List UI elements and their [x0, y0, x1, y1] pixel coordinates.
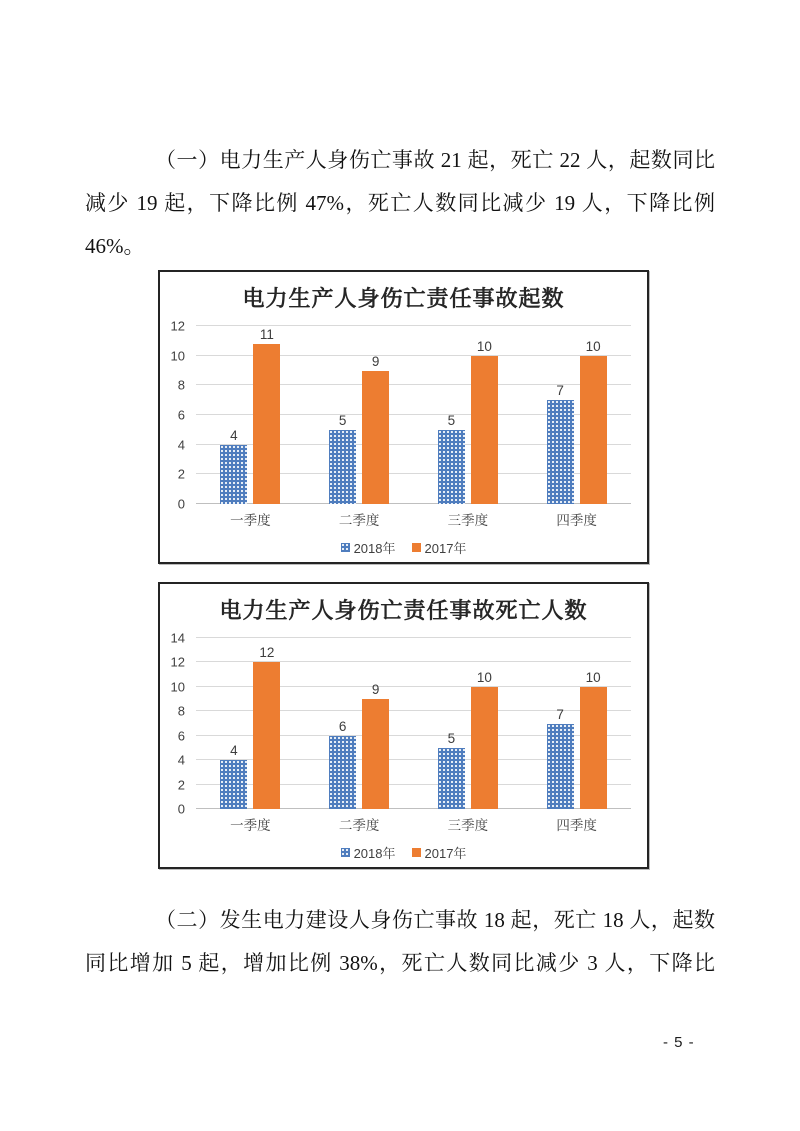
- bar-column: [220, 326, 247, 504]
- data-label: 5: [447, 412, 456, 428]
- bar-2018年-一季度: [220, 760, 247, 809]
- y-tick-label: 6: [177, 407, 185, 423]
- page-number: - 5 -: [663, 1034, 695, 1051]
- bar-column: [438, 326, 465, 504]
- legend-label: 2017年: [424, 540, 467, 556]
- x-category-label: 一季度: [230, 513, 271, 528]
- x-category-label: 四季度: [556, 513, 597, 528]
- bar-2018年-四季度: [547, 400, 574, 504]
- bar-column: [471, 326, 498, 504]
- legend-swatch-2018: [341, 848, 350, 857]
- bar-column: [329, 326, 356, 504]
- y-tick-label: 8: [177, 377, 185, 393]
- bar-column: [580, 638, 607, 809]
- bar-column: [547, 326, 574, 504]
- y-tick-label: 10: [170, 679, 185, 695]
- legend-item: [412, 538, 467, 557]
- data-label: 10: [585, 338, 601, 354]
- legend-item: [341, 538, 396, 557]
- y-axis: [160, 630, 192, 817]
- bar-2017年-二季度: [362, 699, 389, 809]
- bar-group: [196, 326, 305, 504]
- data-label: 5: [447, 730, 456, 746]
- bar-2017年-三季度: [471, 356, 498, 504]
- legend-label: 2018年: [353, 540, 396, 556]
- bar-column: [253, 326, 280, 504]
- bar-2018年-一季度: [220, 445, 247, 504]
- y-tick-label: 4: [177, 437, 185, 453]
- body-paragraph-2: [85, 899, 715, 985]
- x-category-label: 一季度: [230, 818, 271, 833]
- x-axis-labels: [196, 814, 631, 834]
- legend: [160, 844, 647, 860]
- data-label: 12: [259, 645, 275, 661]
- y-tick-label: 0: [177, 496, 185, 512]
- x-category-label: 四季度: [556, 818, 597, 833]
- bar-column: [438, 638, 465, 809]
- legend-label: 2018年: [353, 845, 396, 861]
- y-tick-label: 8: [177, 703, 185, 719]
- bar-2017年-四季度: [580, 356, 607, 504]
- y-tick-label: 0: [177, 801, 185, 817]
- bar-group: [414, 638, 523, 809]
- chart-title: 电力生产人身伤亡责任事故起数: [242, 286, 565, 311]
- plot-area: [196, 326, 631, 504]
- plot-area: [196, 638, 631, 809]
- x-category-label: 三季度: [447, 818, 489, 833]
- text-line: 46%。: [85, 234, 145, 258]
- data-label: 10: [585, 669, 601, 685]
- data-label: 9: [371, 353, 380, 369]
- bar-2017年-四季度: [580, 687, 607, 809]
- bar-2018年-四季度: [547, 724, 574, 810]
- bar-column: [253, 638, 280, 809]
- x-axis-labels: [196, 509, 631, 529]
- bar-2017年-三季度: [471, 687, 498, 809]
- chart-frame-death-counts: [158, 582, 649, 869]
- y-tick-label: 12: [170, 318, 185, 334]
- bar-column: [362, 326, 389, 504]
- bar-group: [196, 638, 305, 809]
- y-tick-label: 6: [177, 728, 185, 744]
- y-tick-label: 14: [170, 630, 185, 646]
- bar-2018年-二季度: [329, 430, 356, 504]
- x-category-label: 二季度: [338, 513, 380, 528]
- bars-layer: [196, 638, 631, 809]
- text-line: （二）发生电力建设人身伤亡事故 18 起，死亡 18 人，起数: [155, 908, 715, 932]
- bar-column: [220, 638, 247, 809]
- y-tick-label: 2: [177, 777, 185, 793]
- chart-title: 电力生产人身伤亡责任事故死亡人数: [219, 598, 588, 623]
- x-category-label: 二季度: [338, 818, 380, 833]
- legend-swatch-2017: [412, 543, 421, 552]
- y-tick-label: 4: [177, 752, 185, 768]
- data-label: 11: [259, 327, 274, 342]
- bar-column: [362, 638, 389, 809]
- text-line: （一）电力生产人身伤亡事故 21 起，死亡 22 人，起数同比: [155, 148, 715, 172]
- bar-2017年-一季度: [253, 662, 280, 809]
- data-label: 7: [556, 383, 564, 399]
- y-tick-label: 10: [170, 348, 185, 364]
- bar-2017年-一季度: [253, 344, 280, 504]
- legend-item: [412, 843, 467, 862]
- bars-layer: [196, 326, 631, 504]
- x-category-label: 三季度: [447, 513, 489, 528]
- body-paragraph-1: [85, 139, 715, 268]
- data-label: 7: [556, 706, 564, 722]
- bar-group: [305, 638, 414, 809]
- bar-column: [329, 638, 356, 809]
- y-tick-label: 12: [170, 654, 185, 670]
- bar-column: [471, 638, 498, 809]
- bar-group: [305, 326, 414, 504]
- legend-item: [341, 843, 396, 862]
- bar-group: [414, 326, 523, 504]
- bar-2018年-三季度: [438, 748, 465, 809]
- legend-swatch-2017: [412, 848, 421, 857]
- text-line: 减少 19 起，下降比例 47%，死亡人数同比减少 19 人，下降比例: [85, 191, 715, 215]
- text-line: 同比增加 5 起，增加比例 38%，死亡人数同比减少 3 人，下降比: [85, 951, 715, 975]
- bar-column: [580, 326, 607, 504]
- legend-swatch-2018: [341, 543, 350, 552]
- y-tick-label: 2: [177, 466, 185, 482]
- legend-label: 2017年: [424, 845, 467, 861]
- data-label: 10: [476, 669, 492, 685]
- data-label: 5: [338, 412, 347, 428]
- bar-column: [547, 638, 574, 809]
- bar-group: [522, 326, 631, 504]
- chart-frame-incident-counts: [158, 270, 649, 564]
- bar-2018年-二季度: [329, 736, 356, 809]
- bar-group: [522, 638, 631, 809]
- bar-2018年-三季度: [438, 430, 465, 504]
- data-label: 9: [371, 682, 380, 698]
- data-label: 10: [476, 338, 492, 354]
- y-axis: [160, 318, 192, 512]
- data-label: 4: [230, 743, 238, 759]
- bar-2017年-二季度: [362, 371, 389, 505]
- data-label: 4: [230, 427, 238, 443]
- data-label: 6: [338, 718, 347, 734]
- legend: [160, 539, 647, 555]
